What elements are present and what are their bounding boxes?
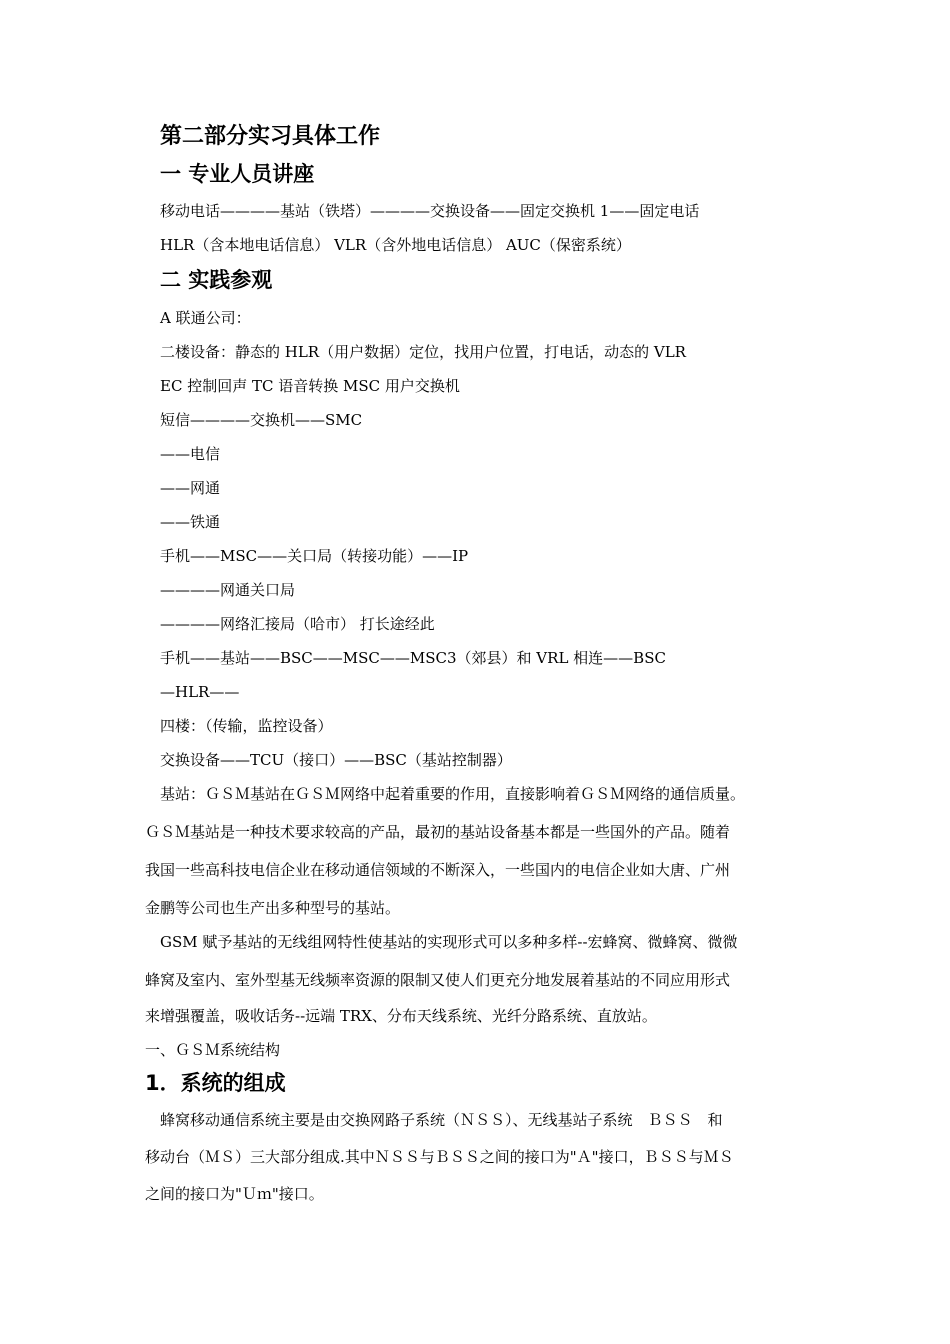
text-line: 手机——MSC——关口局（转接功能）——IP xyxy=(160,547,469,565)
text-line: 短信————交换机——SMC xyxy=(160,411,363,429)
text-line: ——铁通 xyxy=(160,513,221,531)
text-line: A 联通公司： xyxy=(160,309,251,327)
text-line: ——电信 xyxy=(160,445,221,463)
paragraph-line: 移动台（ＭＳ）三大部分组成.其中ＮＳＳ与ＢＳＳ之间的接口为"Ａ"接口，ＢＳＳ与ＭＳ xyxy=(145,1148,734,1166)
text-line: 手机——基站——BSC——MSC——MSC3（郊县）和 VRL 相连——BSC xyxy=(160,649,666,667)
text-line: 交换设备——TCU（接口）——BSC（基站控制器） xyxy=(160,751,512,769)
text-line: EC 控制回声 TC 语音转换 MSC 用户交换机 xyxy=(160,377,460,395)
text-line: HLR（含本地电话信息） VLR（含外地电话信息） AUC（保密系统） xyxy=(160,236,631,254)
paragraph-line: 金鹏等公司也生产出多种型号的基站。 xyxy=(145,899,401,917)
text-line: ————网通关口局 xyxy=(160,581,296,599)
text-line: 二楼设备：静态的 HLR（用户数据）定位，找用户位置，打电话，动态的 VLR xyxy=(160,343,686,361)
text-line: —HLR—— xyxy=(160,683,240,701)
section-2-title: 二 实践参观 xyxy=(160,268,273,292)
paragraph-line: 蜂窝移动通信系统主要是由交换网路子系统（ＮＳＳ）、无线基站子系统 ＢＳＳ 和 xyxy=(160,1111,723,1129)
gsm-structure-title: 一、ＧＳＭ系统结构 xyxy=(145,1041,281,1059)
paragraph-line: 之间的接口为"Ｕｍ"接口。 xyxy=(145,1185,324,1203)
text-line: ——网通 xyxy=(160,479,221,497)
text-line: 移动电话————基站（铁塔）————交换设备——固定交换机 1——固定电话 xyxy=(160,202,700,220)
paragraph-line: ＧＳＭ基站是一种技术要求较高的产品，最初的基站设备基本都是一些国外的产品。随着 xyxy=(145,823,731,841)
text-line: ————网络汇接局（哈市） 打长途经此 xyxy=(160,615,435,633)
text-line: 四楼：（传输，监控设备） xyxy=(160,717,333,735)
paragraph-line: GSM 赋予基站的无线组网特性使基站的实现形式可以多种多样--宏蜂窝、微蜂窝、微微 xyxy=(160,933,738,951)
section-1-title: 一 专业人员讲座 xyxy=(160,162,315,186)
paragraph-line: 蜂窝及室内、室外型基无线频率资源的限制又使人们更充分地发展着基站的不同应用形式 xyxy=(145,971,731,989)
paragraph-line: 来增强覆盖，吸收话务--远端 TRX、分布天线系统、光纤分路系统、直放站。 xyxy=(145,1007,657,1025)
paragraph-line: 基站：ＧＳＭ基站在ＧＳＭ网络中起着重要的作用，直接影响着ＧＳＭ网络的通信质量。 xyxy=(160,785,746,803)
subsection-1-title: 1．系统的组成 xyxy=(145,1071,286,1095)
main-heading: 第二部分实习具体工作 xyxy=(160,124,381,149)
paragraph-line: 我国一些高科技电信企业在移动通信领域的不断深入，一些国内的电信企业如大唐、广州 xyxy=(145,861,731,879)
